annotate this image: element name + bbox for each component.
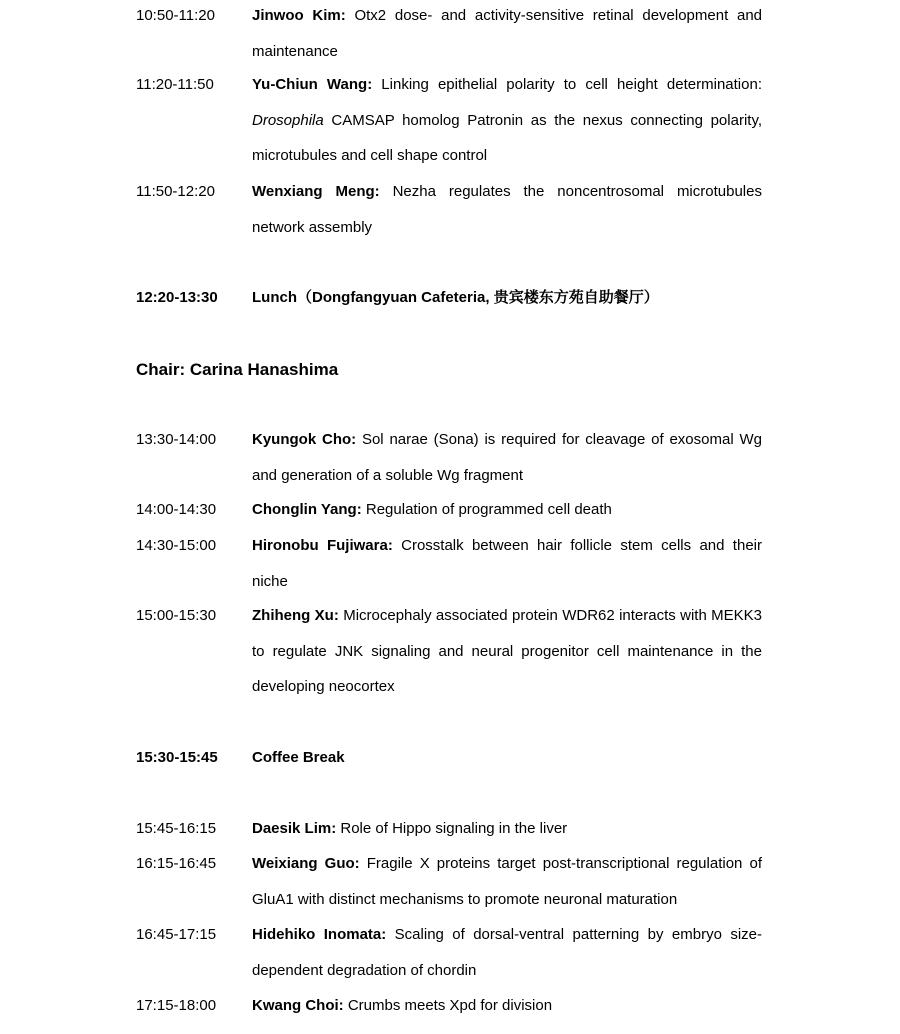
speaker-name: Hidehiko Inomata:: [252, 926, 387, 943]
speaker-name: Zhiheng Xu:: [252, 607, 339, 624]
entry-time: 14:00-14:30: [136, 501, 217, 518]
coffee-break-label: Coffee Break: [252, 749, 345, 766]
lunch-location-cjk: 贵宾楼东方苑自助餐厅）: [493, 288, 659, 306]
entry-description: [252, 0, 762, 69]
coffee-break-entry: [136, 740, 762, 776]
entry-time: 14:30-15:00: [136, 537, 217, 554]
talk-title-italic: Drosophila: [252, 111, 324, 129]
entry-description: [252, 988, 762, 1024]
speaker-name: Chonglin Yang:: [252, 501, 362, 518]
talk-title: Fragile X proteins target post-transcriptional regulation of GluA1 with distinct mechanisms to promote neuronal maturation: [252, 855, 762, 908]
entry-description: [252, 67, 762, 174]
speaker-name: Daesik Lim:: [252, 820, 337, 837]
entry-description: [252, 422, 762, 493]
schedule-entry: [136, 846, 762, 917]
speaker-name: Kwang Choi:: [252, 997, 344, 1014]
entry-time: 11:20-11:50: [136, 76, 214, 93]
talk-title: Role of Hippo signaling in the liver: [336, 820, 568, 837]
lunch-entry: [136, 280, 762, 316]
schedule-entry: [136, 174, 762, 245]
entry-time: 10:50-11:20: [136, 7, 215, 24]
entry-time: 17:15-18:00: [136, 997, 217, 1014]
entry-time: 11:50-12:20: [136, 183, 215, 200]
schedule-entry: [136, 598, 762, 705]
schedule-entry: [136, 917, 762, 988]
entry-description: [252, 811, 762, 847]
entry-time: 12:20-13:30: [136, 289, 218, 306]
entry-description: [252, 492, 762, 528]
talk-title: Crumbs meets Xpd for division: [343, 997, 553, 1014]
talk-title: CAMSAP homolog Patronin as the nexus connecting polarity, microtubules and cell shape control: [252, 111, 762, 164]
speaker-name: Hironobu Fujiwara:: [252, 537, 393, 554]
talk-title: Otx2 dose- and activity-sensitive retinal development and maintenance: [252, 7, 762, 60]
schedule-entry: [136, 811, 762, 847]
entry-description: [252, 598, 762, 705]
entry-description: [252, 917, 762, 988]
entry-time: 15:45-16:15: [136, 820, 217, 837]
lunch-label: [252, 280, 762, 316]
talk-title: Microcephaly associated protein WDR62 interacts with MEKK3 to regulate JNK signaling and neural progenitor cell maintenance in the developing neocortex: [252, 607, 762, 695]
talk-title: Crosstalk between hair follicle stem cells and their niche: [252, 537, 762, 590]
talk-title: Linking epithelial polarity to cell height determination:: [372, 76, 762, 93]
talk-title: Nezha regulates the noncentrosomal microtubules network assembly: [252, 183, 762, 236]
talk-title: Scaling of dorsal-ventral patterning by embryo size-dependent degradation of chordin: [252, 926, 762, 979]
session-chair: Chair: Carina Hanashima: [136, 360, 339, 379]
schedule-entry: [136, 422, 762, 493]
schedule-entry: [136, 67, 762, 174]
speaker-name: Yu-Chiun Wang:: [252, 76, 373, 93]
entry-description: [252, 174, 762, 245]
speaker-name: Wenxiang Meng:: [252, 183, 380, 200]
schedule-entry: [136, 988, 762, 1024]
talk-title: Sol narae (Sona) is required for cleavage of exosomal Wg and generation of a soluble Wg fragment: [252, 431, 762, 484]
speaker-name: Weixiang Guo:: [252, 855, 360, 872]
schedule-entry: [136, 0, 762, 69]
entry-time: 16:15-16:45: [136, 855, 217, 872]
entry-description: [252, 528, 762, 599]
entry-time: 15:30-15:45: [136, 749, 218, 766]
speaker-name: Kyungok Cho:: [252, 431, 357, 448]
entry-time: 13:30-14:00: [136, 431, 217, 448]
schedule-entry: [136, 492, 762, 528]
entry-description: [252, 846, 762, 917]
talk-title: Regulation of programmed cell death: [361, 501, 612, 518]
lunch-location: Lunch（Dongfangyuan Cafeteria,: [252, 289, 494, 306]
speaker-name: Jinwoo Kim:: [252, 7, 346, 24]
entry-time: 15:00-15:30: [136, 607, 217, 624]
schedule-entry: [136, 528, 762, 599]
entry-time: 16:45-17:15: [136, 926, 217, 943]
